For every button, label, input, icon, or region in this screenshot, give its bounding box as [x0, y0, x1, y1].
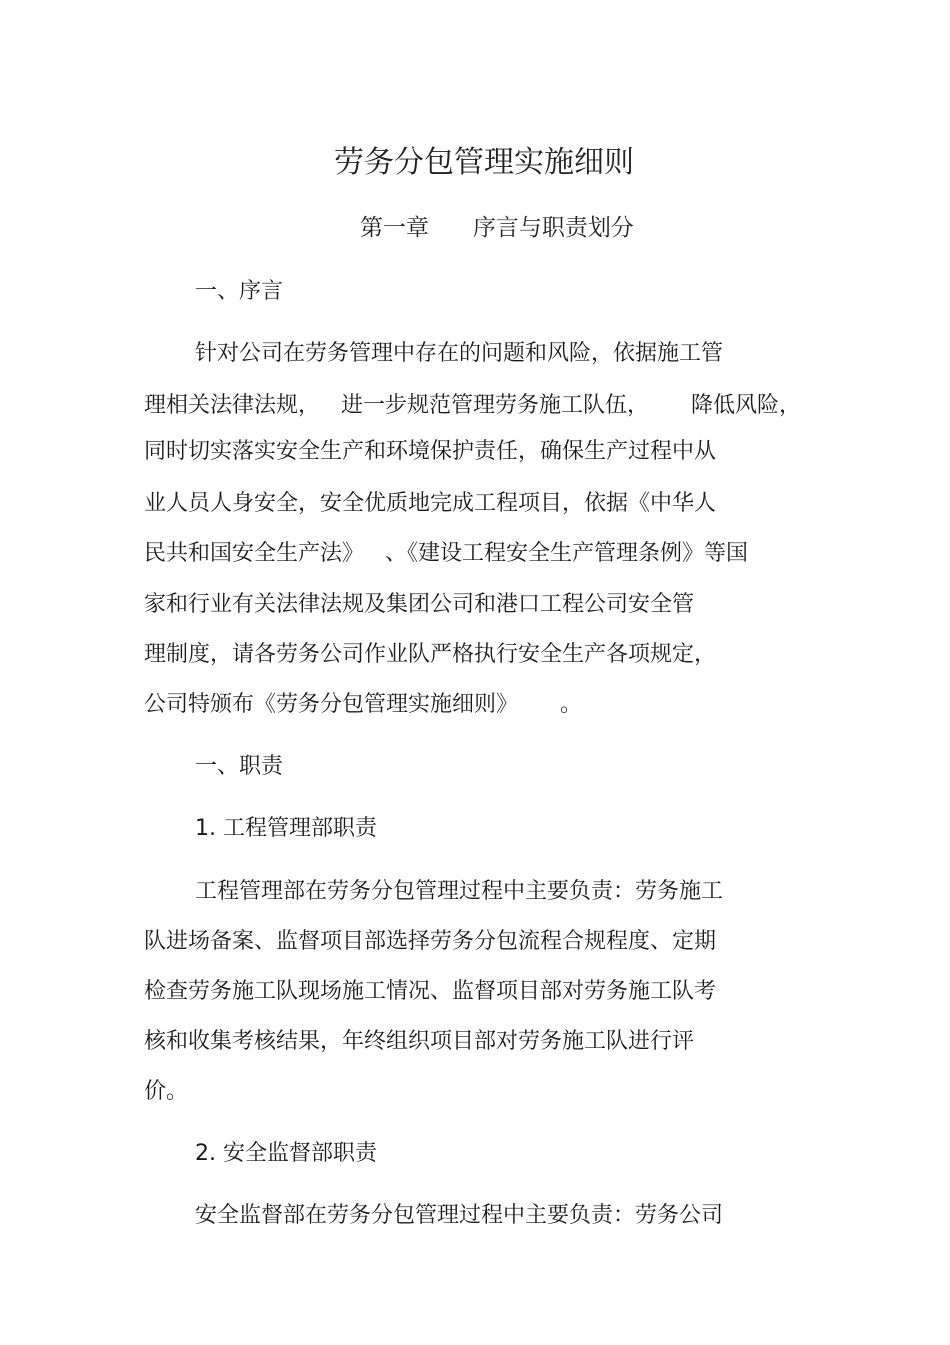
paragraph-line: 安全监督部在劳务分包管理过程中主要负责：劳务公司 — [195, 1203, 724, 1228]
subsection-heading: 1. 工程管理部职责 — [195, 816, 377, 841]
preface-line: 理相关法律法规， 进一步规范管理劳务施工队伍， 降低风险， — [144, 393, 801, 418]
preface-line: 理制度，请各劳务公司作业队严格执行安全生产各项规定， — [144, 642, 717, 667]
paragraph-line: 工程管理部在劳务分包管理过程中主要负责：劳务施工 — [195, 879, 724, 904]
section-heading-duty: 一、职责 — [195, 754, 284, 779]
paragraph-line: 检查劳务施工队现场施工情况、监督项目部对劳务施工队考 — [144, 979, 717, 1004]
paragraph-line: 价。 — [144, 1079, 189, 1104]
paragraph-line: 队进场备案、监督项目部选择劳务分包流程合规程度、定期 — [144, 929, 717, 954]
section-heading-preface: 一、序言 — [195, 279, 284, 304]
preface-line: 业人员人身安全，安全优质地完成工程项目，依据《中华人 — [144, 491, 717, 516]
subsection-heading: 2. 安全监督部职责 — [195, 1141, 377, 1166]
preface-line: 同时切实落实安全生产和环境保护责任，确保生产过程中从 — [144, 439, 717, 464]
preface-line: 民共和国安全生产法》 、《建设工程安全生产管理条例》等国 — [144, 541, 748, 566]
paragraph-line: 核和收集考核结果，年终组织项目部对劳务施工队进行评 — [144, 1029, 695, 1054]
preface-line: 家和行业有关法律法规及集团公司和港口工程公司安全管 — [144, 592, 695, 617]
chapter-heading: 第一章 序言与职责划分 — [360, 215, 634, 241]
preface-line: 针对公司在劳务管理中存在的问题和风险，依据施工管 — [195, 341, 724, 366]
preface-line: 公司特颁布《劳务分包管理实施细则》 。 — [144, 692, 582, 717]
document-title: 劳务分包管理实施细则 — [334, 145, 634, 180]
